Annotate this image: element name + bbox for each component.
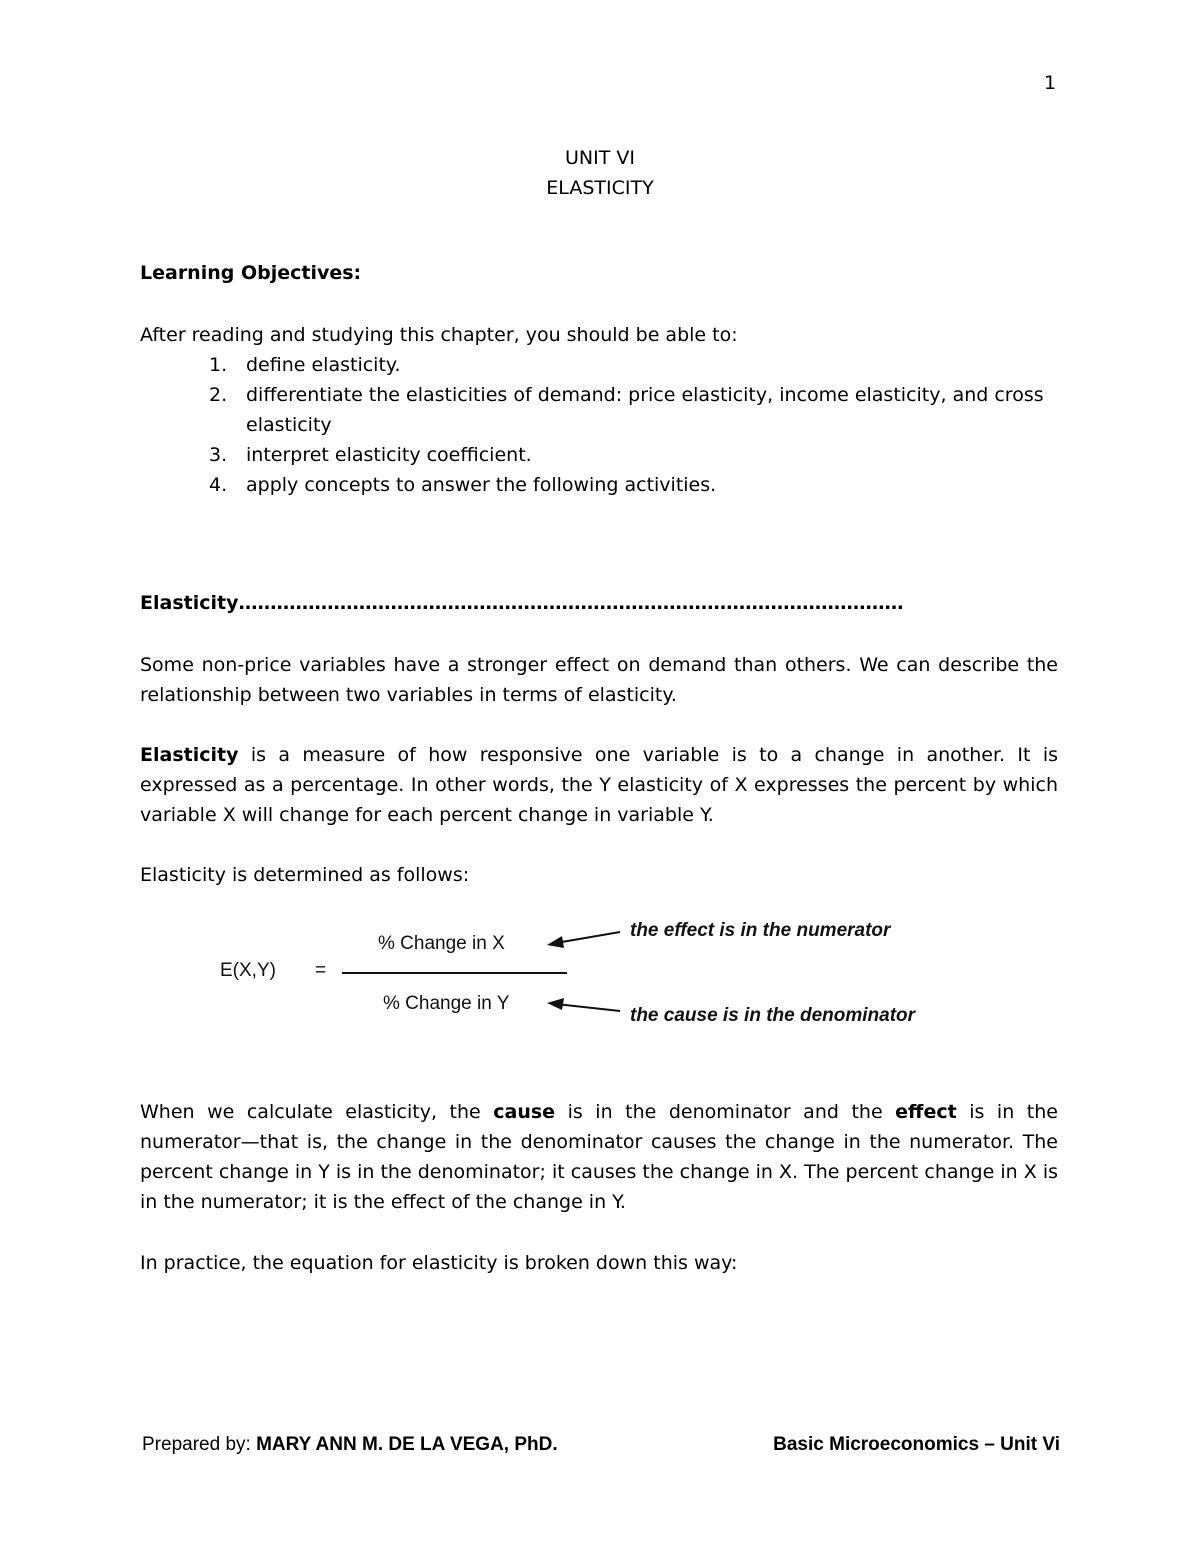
text-segment: is in the numerator—that is, the change in the denominator causes the change in the numerator. The percent change in Y is in the denominator; it causes the change in X. The percent change in X is in the numerator; it is the effect of the change in Y. — [140, 1101, 1058, 1213]
learning-objectives-heading: Learning Objectives: — [140, 262, 362, 284]
list-text: interpret elasticity coefficient. — [246, 444, 532, 466]
arrow-top-head-icon — [547, 936, 564, 948]
annotation-cause: the cause is in the denominator — [630, 1005, 916, 1026]
arrow-top-shaft — [556, 932, 620, 943]
text-segment: is in the denominator and the — [555, 1101, 896, 1123]
list-text: apply concepts to answer the following activities. — [246, 474, 717, 496]
elasticity-term: Elasticity — [140, 744, 239, 766]
footer-prepared-by — [142, 1434, 558, 1456]
list-number: 4. — [209, 474, 228, 496]
definition-paragraph — [140, 740, 1058, 830]
list-text: differentiate the elasticities of demand: price elasticity, income elasticity, and cross elasticity — [246, 384, 1044, 436]
definition-text: is a measure of how responsive one variable is to a change in another. It is expressed as a percentage. In other words, the Y elasticity of X expresses the percent by which variable X will change for each percent change in variable Y. — [140, 744, 1058, 826]
objectives-intro: After reading and studying this chapter, you should be able to: — [140, 324, 738, 346]
annotation-effect: the effect is in the numerator — [630, 920, 891, 941]
page-number: 1 — [1044, 72, 1057, 94]
formula-intro: Elasticity is determined as follows: — [140, 864, 470, 886]
effect-term: effect — [895, 1101, 957, 1123]
practice-paragraph: In practice, the equation for elasticity is broken down this way: — [140, 1252, 738, 1274]
list-number: 1. — [209, 354, 228, 376]
formula-equals: = — [315, 960, 327, 981]
cause-term: cause — [493, 1101, 556, 1123]
list-number: 2. — [209, 384, 228, 406]
list-item — [209, 470, 1069, 500]
chapter-title: ELASTICITY — [546, 177, 654, 199]
list-number: 3. — [209, 444, 228, 466]
page-title — [0, 143, 1200, 203]
footer-course: Basic Microeconomics – Unit Vi — [773, 1434, 1060, 1455]
arrow-bottom-shaft — [556, 1004, 620, 1011]
arrow-bottom-head-icon — [547, 998, 564, 1010]
text-segment: When we calculate elasticity, the — [140, 1101, 494, 1123]
prepared-label: Prepared by: — [142, 1434, 257, 1455]
formula-lhs: E(X,Y) — [220, 960, 276, 981]
cause-effect-paragraph — [140, 1097, 1058, 1217]
elasticity-heading: Elasticity…………………………………………………………………………………………… — [140, 592, 904, 614]
intro-paragraph: Some non-price variables have a stronger effect on demand than others. We can describe the relationship between two variables in terms of elasticity. — [140, 654, 1058, 706]
unit-title: UNIT VI — [565, 147, 635, 169]
formula-denominator: % Change in Y — [383, 993, 510, 1014]
list-item — [209, 380, 1069, 440]
list-text: define elasticity. — [246, 354, 401, 376]
formula-numerator: % Change in X — [378, 933, 505, 954]
objectives-list — [209, 350, 1069, 500]
author-name: MARY ANN M. DE LA VEGA, PhD. — [256, 1434, 558, 1455]
list-item — [209, 350, 1069, 380]
elasticity-formula — [200, 905, 1000, 1045]
list-item — [209, 440, 1069, 470]
